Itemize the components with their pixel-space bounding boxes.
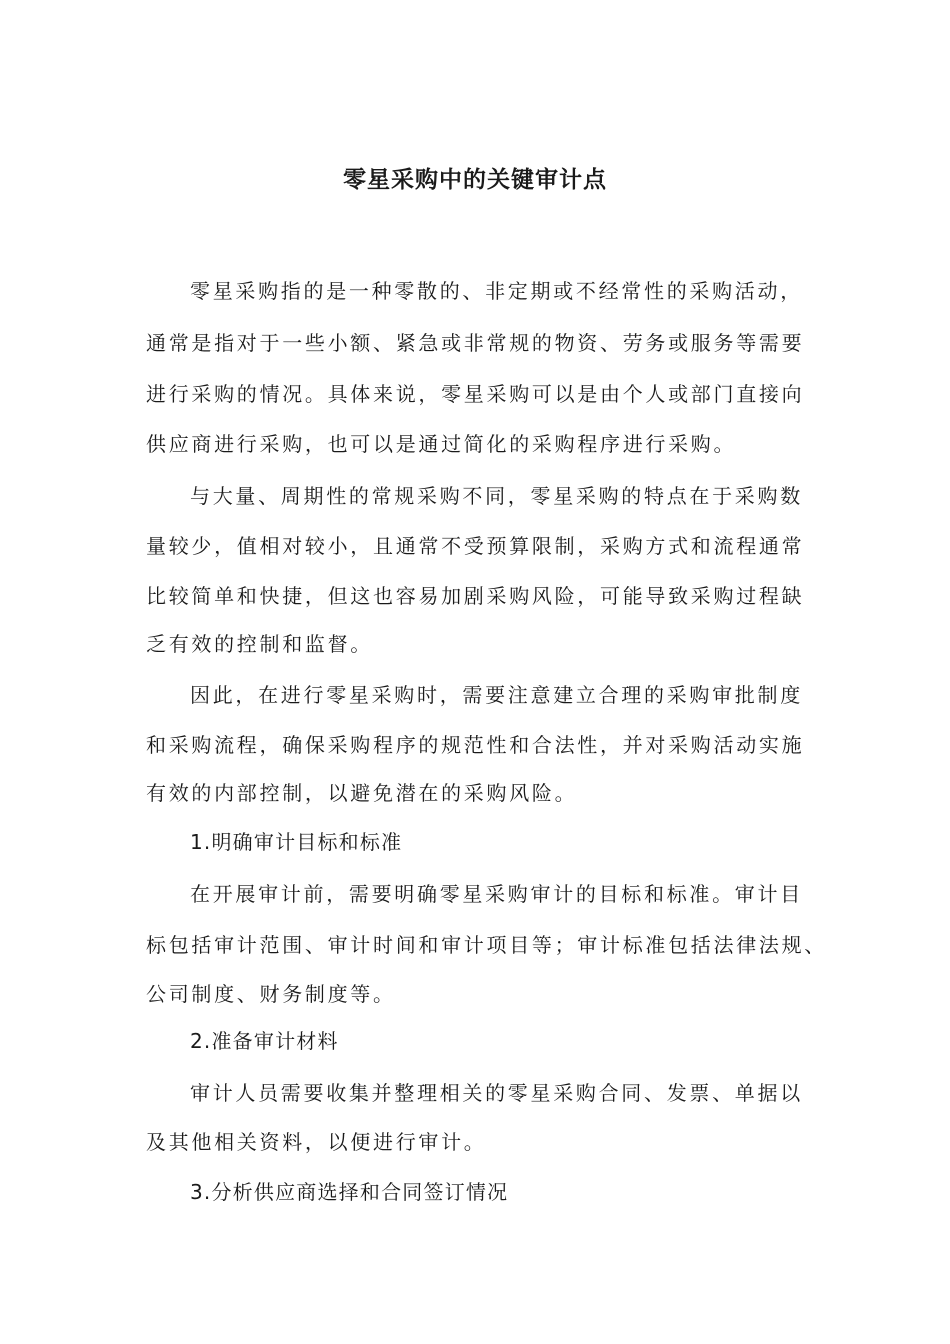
paragraph-line: 与大量、周期性的常规采购不同，零星采购的特点在于采购数 <box>190 484 803 508</box>
paragraph-line: 进行采购的情况。具体来说，零星采购可以是由个人或部门直接向 <box>146 382 805 406</box>
paragraph-line: 因此，在进行零星采购时，需要注意建立合理的采购审批制度 <box>190 683 803 707</box>
paragraph-line: 及其他相关资料，以便进行审计。 <box>146 1130 487 1154</box>
paragraph-line: 通常是指对于一些小额、紧急或非常规的物资、劳务或服务等需要 <box>146 331 805 355</box>
section-heading: 3.分析供应商选择和合同签订情况 <box>190 1180 509 1204</box>
paragraph-line: 乏有效的控制和监督。 <box>146 632 373 656</box>
paragraph-line: 供应商进行采购，也可以是通过简化的采购程序进行采购。 <box>146 432 737 456</box>
paragraph-line: 公司制度、财务制度等。 <box>146 982 396 1006</box>
paragraph-line: 和采购流程，确保采购程序的规范性和合法性，并对采购活动实施 <box>146 733 805 757</box>
document-title: 零星采购中的关键审计点 <box>343 166 607 193</box>
paragraph-line: 在开展审计前，需要明确零星采购审计的目标和标准。审计目 <box>190 882 803 906</box>
paragraph-line: 比较简单和快捷，但这也容易加剧采购风险，可能导致采购过程缺 <box>146 584 805 608</box>
paragraph-line: 量较少，值相对较小，且通常不受预算限制，采购方式和流程通常 <box>146 534 805 558</box>
paragraph-line: 标包括审计范围、审计时间和审计项目等；审计标准包括法律法规、 <box>146 933 827 957</box>
section-heading: 1.明确审计目标和标准 <box>190 830 403 854</box>
paragraph-line: 零星采购指的是一种零散的、非定期或不经常性的采购活动， <box>190 279 803 303</box>
paragraph-line: 有效的内部控制，以避免潜在的采购风险。 <box>146 781 578 805</box>
section-heading: 2.准备审计材料 <box>190 1029 339 1053</box>
paragraph-line: 审计人员需要收集并整理相关的零星采购合同、发票、单据以 <box>190 1081 803 1105</box>
